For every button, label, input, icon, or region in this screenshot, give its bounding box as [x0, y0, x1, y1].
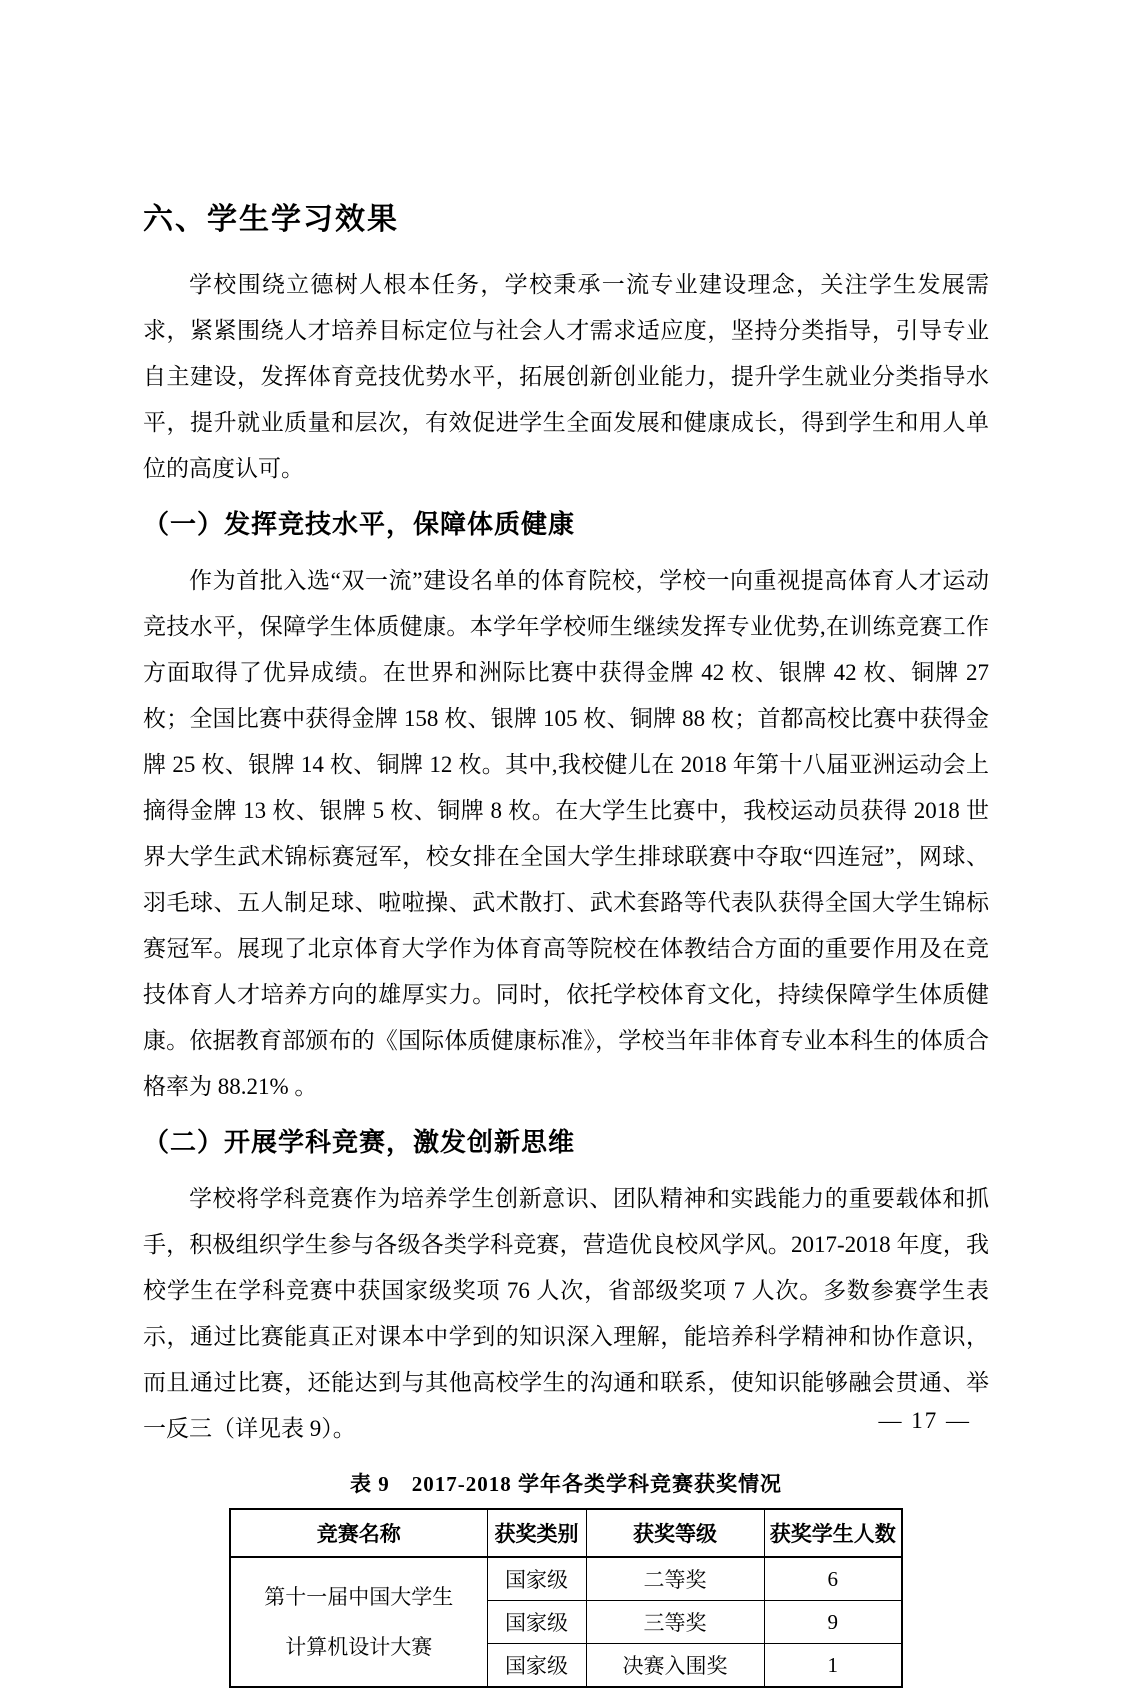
header-competition-name: 竞赛名称: [230, 1509, 487, 1557]
header-award-grade: 获奖等级: [586, 1509, 764, 1557]
student-count-cell: 9: [764, 1601, 902, 1644]
subsection-heading-1: （一）发挥竞技水平，保障体质健康: [143, 509, 576, 539]
page-number: — 17 —: [878, 1408, 971, 1433]
section1-paragraph: 作为首批入选“双一流”建设名单的体育院校，学校一向重视提高体育人才运动竞技水平，保障学生体质健康。本学年学校师生继续发挥专业优势,在训练竞赛工作方面取得了优异成绩。在世界和洲际比赛中获得金牌 42 枚、银牌 42 枚、铜牌 27 枚；全国比赛中获得金牌 158 枚、银牌 105 枚、铜牌 88 枚；首都高校比赛中获得金牌 25 枚、银牌 14 枚、铜牌 12 枚。其中,我校健儿在 2018 年第十八届亚洲运动会上摘得金牌 13 枚、银牌 5 枚、铜牌 8 枚。在大学生比赛中，我校运动员获得 2018 世界大学生武术锦标赛冠军，校女排在全国大学生排球联赛中夺取“四连冠”，网球、羽毛球、五人制足球、啦啦操、武术散打、武术套路等代表队获得全国大学生锦标赛冠军。展现了北京体育大学作为体育高等院校在体教结合方面的重要作用及在竞技体育人才培养方向的雄厚实力。同时，依托学校体育文化，持续保障学生体质健康。依据教育部颁布的《国际体质健康标准》，学校当年非体育专业本科生的体质合格率为 88.21% 。: [143, 568, 989, 1099]
award-category-cell: 国家级: [487, 1601, 586, 1644]
award-table: [229, 1508, 903, 1688]
page-content: [143, 200, 989, 1688]
student-count-cell: 1: [764, 1644, 902, 1688]
table-caption: 表 9 2017-2018 学年各类学科竞赛获奖情况: [350, 1472, 782, 1496]
competition-name-cell: [230, 1557, 487, 1687]
section-heading-main: 六、学生学习效果: [143, 203, 399, 236]
competition-name-line2: 计算机设计大赛: [285, 1635, 433, 1659]
table-header-row: [230, 1509, 902, 1557]
award-category-cell: 国家级: [487, 1644, 586, 1688]
subsection-heading-2: （二）开展学科竞赛，激发创新思维: [143, 1127, 576, 1157]
student-count-cell: 6: [764, 1557, 902, 1601]
table-row: [230, 1557, 902, 1601]
header-student-count: 获奖学生人数: [764, 1509, 902, 1557]
award-category-cell: 国家级: [487, 1557, 586, 1601]
section2-paragraph: 学校将学科竞赛作为培养学生创新意识、团队精神和实践能力的重要载体和抓手，积极组织学生参与各级各类学科竞赛，营造优良校风学风。2017-2018 年度，我校学生在学科竞赛中获国家级奖项 76 人次，省部级奖项 7 人次。多数参赛学生表示，通过比赛能真正对课本中学到的知识深入理解，能培养科学精神和协作意识，而且通过比赛，还能达到与其他高校学生的沟通和联系，使知识能够融会贯通、举一反三（详见表 9）。: [143, 1186, 990, 1441]
award-grade-cell: 决赛入围奖: [586, 1644, 764, 1688]
header-award-category: 获奖类别: [487, 1509, 586, 1557]
competition-name-line1: 第十一届中国大学生: [264, 1585, 454, 1609]
intro-paragraph: 学校围绕立德树人根本任务，学校秉承一流专业建设理念，关注学生发展需求，紧紧围绕人才培养目标定位与社会人才需求适应度，坚持分类指导，引导专业自主建设，发挥体育竞技优势水平，拓展创新创业能力，提升学生就业分类指导水平，提升就业质量和层次，有效促进学生全面发展和健康成长，得到学生和用人单位的高度认可。: [143, 272, 989, 481]
award-grade-cell: 三等奖: [586, 1601, 764, 1644]
award-grade-cell: 二等奖: [586, 1557, 764, 1601]
